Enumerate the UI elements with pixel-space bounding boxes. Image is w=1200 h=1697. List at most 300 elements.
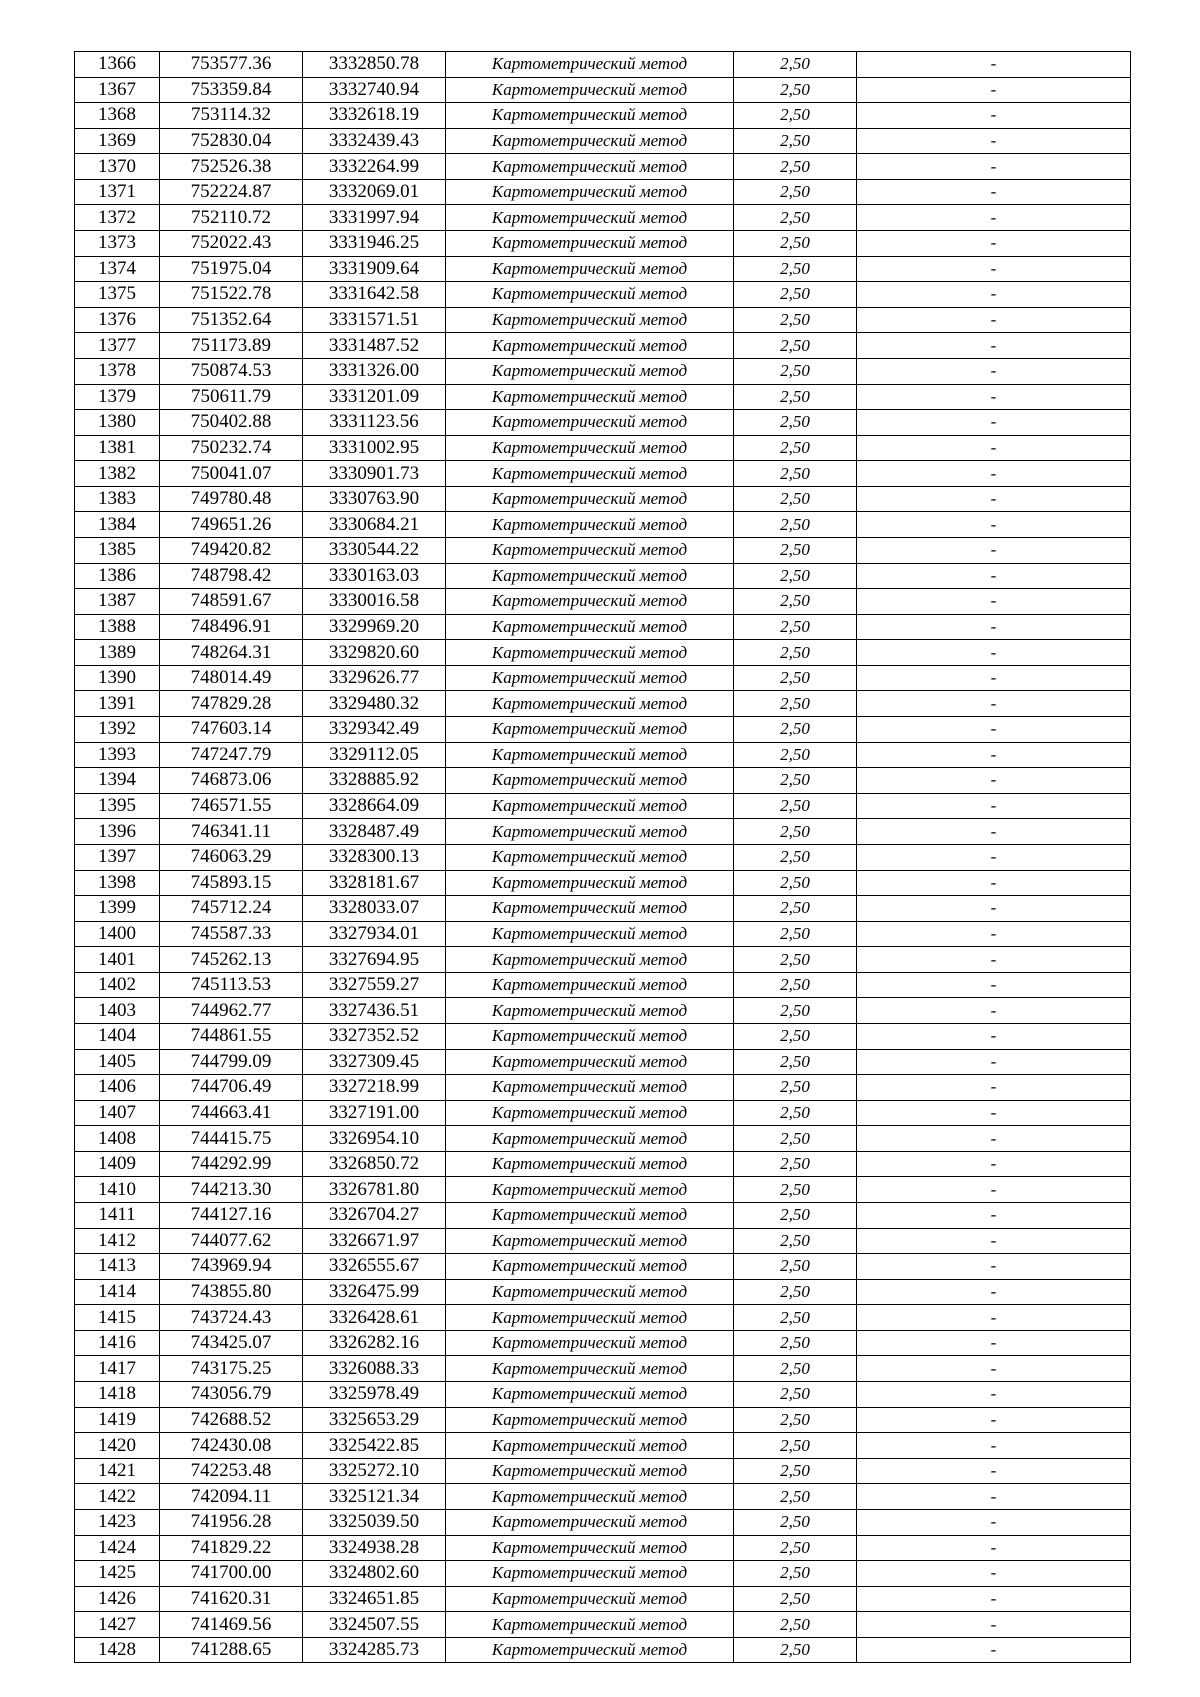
method-cell: Картометрический метод [446, 844, 734, 870]
table-row [75, 921, 1131, 947]
x-coordinate-cell: 748264.31 [160, 640, 303, 666]
table-row [75, 793, 1131, 819]
point-number-cell: 1395 [75, 793, 160, 819]
accuracy-cell: 2,50 [734, 768, 857, 794]
method-cell: Картометрический метод [446, 410, 734, 436]
x-coordinate-cell: 746341.11 [160, 819, 303, 845]
x-coordinate-cell: 742094.11 [160, 1484, 303, 1510]
method-cell: Картометрический метод [446, 1509, 734, 1535]
description-cell: - [857, 1023, 1131, 1049]
accuracy-cell: 2,50 [734, 717, 857, 743]
description-cell: - [857, 768, 1131, 794]
x-coordinate-cell: 747247.79 [160, 742, 303, 768]
y-coordinate-cell: 3329969.20 [303, 614, 446, 640]
accuracy-cell: 2,50 [734, 1535, 857, 1561]
y-coordinate-cell: 3330763.90 [303, 486, 446, 512]
x-coordinate-cell: 743056.79 [160, 1382, 303, 1408]
accuracy-cell: 2,50 [734, 870, 857, 896]
x-coordinate-cell: 752022.43 [160, 231, 303, 257]
x-coordinate-cell: 751975.04 [160, 256, 303, 282]
x-coordinate-cell: 750232.74 [160, 435, 303, 461]
method-cell: Картометрический метод [446, 1330, 734, 1356]
x-coordinate-cell: 744292.99 [160, 1151, 303, 1177]
description-cell: - [857, 844, 1131, 870]
accuracy-cell: 2,50 [734, 1305, 857, 1331]
y-coordinate-cell: 3329112.05 [303, 742, 446, 768]
accuracy-cell: 2,50 [734, 742, 857, 768]
method-cell: Картометрический метод [446, 691, 734, 717]
y-coordinate-cell: 3327934.01 [303, 921, 446, 947]
method-cell: Картометрический метод [446, 1458, 734, 1484]
y-coordinate-cell: 3332618.19 [303, 103, 446, 129]
method-cell: Картометрический метод [446, 384, 734, 410]
accuracy-cell: 2,50 [734, 512, 857, 538]
y-coordinate-cell: 3328487.49 [303, 819, 446, 845]
description-cell: - [857, 589, 1131, 615]
accuracy-cell: 2,50 [734, 231, 857, 257]
method-cell: Картометрический метод [446, 589, 734, 615]
y-coordinate-cell: 3329342.49 [303, 717, 446, 743]
x-coordinate-cell: 741288.65 [160, 1637, 303, 1663]
description-cell: - [857, 972, 1131, 998]
y-coordinate-cell: 3326555.67 [303, 1254, 446, 1280]
description-cell: - [857, 640, 1131, 666]
accuracy-cell: 2,50 [734, 896, 857, 922]
x-coordinate-cell: 748014.49 [160, 665, 303, 691]
description-cell: - [857, 614, 1131, 640]
point-number-cell: 1376 [75, 307, 160, 333]
table-row [75, 717, 1131, 743]
y-coordinate-cell: 3326781.80 [303, 1177, 446, 1203]
point-number-cell: 1393 [75, 742, 160, 768]
point-number-cell: 1408 [75, 1126, 160, 1152]
accuracy-cell: 2,50 [734, 52, 857, 78]
accuracy-cell: 2,50 [734, 179, 857, 205]
accuracy-cell: 2,50 [734, 307, 857, 333]
x-coordinate-cell: 753359.84 [160, 77, 303, 103]
description-cell: - [857, 1100, 1131, 1126]
x-coordinate-cell: 744127.16 [160, 1203, 303, 1229]
description-cell: - [857, 231, 1131, 257]
coordinates-table-body [75, 52, 1131, 1663]
method-cell: Картометрический метод [446, 1254, 734, 1280]
y-coordinate-cell: 3327191.00 [303, 1100, 446, 1126]
description-cell: - [857, 384, 1131, 410]
table-row [75, 1458, 1131, 1484]
method-cell: Картометрический метод [446, 52, 734, 78]
x-coordinate-cell: 748591.67 [160, 589, 303, 615]
table-row [75, 1151, 1131, 1177]
method-cell: Картометрический метод [446, 435, 734, 461]
x-coordinate-cell: 753577.36 [160, 52, 303, 78]
description-cell: - [857, 512, 1131, 538]
accuracy-cell: 2,50 [734, 461, 857, 487]
point-number-cell: 1427 [75, 1612, 160, 1638]
x-coordinate-cell: 748798.42 [160, 563, 303, 589]
description-cell: - [857, 717, 1131, 743]
point-number-cell: 1397 [75, 844, 160, 870]
accuracy-cell: 2,50 [734, 435, 857, 461]
y-coordinate-cell: 3325978.49 [303, 1382, 446, 1408]
x-coordinate-cell: 743969.94 [160, 1254, 303, 1280]
method-cell: Картометрический метод [446, 768, 734, 794]
accuracy-cell: 2,50 [734, 1561, 857, 1587]
table-row [75, 896, 1131, 922]
point-number-cell: 1404 [75, 1023, 160, 1049]
accuracy-cell: 2,50 [734, 384, 857, 410]
x-coordinate-cell: 745587.33 [160, 921, 303, 947]
method-cell: Картометрический метод [446, 1484, 734, 1510]
point-number-cell: 1418 [75, 1382, 160, 1408]
table-row [75, 77, 1131, 103]
method-cell: Картометрический метод [446, 1075, 734, 1101]
method-cell: Картометрический метод [446, 103, 734, 129]
table-row [75, 1100, 1131, 1126]
description-cell: - [857, 154, 1131, 180]
y-coordinate-cell: 3324938.28 [303, 1535, 446, 1561]
table-row [75, 333, 1131, 359]
method-cell: Картометрический метод [446, 179, 734, 205]
accuracy-cell: 2,50 [734, 640, 857, 666]
accuracy-cell: 2,50 [734, 1612, 857, 1638]
point-number-cell: 1374 [75, 256, 160, 282]
x-coordinate-cell: 744706.49 [160, 1075, 303, 1101]
point-number-cell: 1410 [75, 1177, 160, 1203]
y-coordinate-cell: 3332850.78 [303, 52, 446, 78]
point-number-cell: 1426 [75, 1586, 160, 1612]
point-number-cell: 1385 [75, 537, 160, 563]
point-number-cell: 1367 [75, 77, 160, 103]
method-cell: Картометрический метод [446, 358, 734, 384]
y-coordinate-cell: 3330684.21 [303, 512, 446, 538]
description-cell: - [857, 256, 1131, 282]
x-coordinate-cell: 741956.28 [160, 1509, 303, 1535]
x-coordinate-cell: 744077.62 [160, 1228, 303, 1254]
y-coordinate-cell: 3325272.10 [303, 1458, 446, 1484]
y-coordinate-cell: 3331123.56 [303, 410, 446, 436]
accuracy-cell: 2,50 [734, 947, 857, 973]
y-coordinate-cell: 3324802.60 [303, 1561, 446, 1587]
accuracy-cell: 2,50 [734, 1126, 857, 1152]
method-cell: Картометрический метод [446, 1382, 734, 1408]
method-cell: Картометрический метод [446, 461, 734, 487]
table-row [75, 1586, 1131, 1612]
accuracy-cell: 2,50 [734, 103, 857, 129]
point-number-cell: 1387 [75, 589, 160, 615]
point-number-cell: 1384 [75, 512, 160, 538]
point-number-cell: 1403 [75, 998, 160, 1024]
table-row [75, 870, 1131, 896]
point-number-cell: 1382 [75, 461, 160, 487]
point-number-cell: 1379 [75, 384, 160, 410]
accuracy-cell: 2,50 [734, 128, 857, 154]
x-coordinate-cell: 741829.22 [160, 1535, 303, 1561]
description-cell: - [857, 410, 1131, 436]
method-cell: Картометрический метод [446, 819, 734, 845]
x-coordinate-cell: 748496.91 [160, 614, 303, 640]
point-number-cell: 1390 [75, 665, 160, 691]
table-row [75, 128, 1131, 154]
accuracy-cell: 2,50 [734, 1509, 857, 1535]
y-coordinate-cell: 3324651.85 [303, 1586, 446, 1612]
method-cell: Картометрический метод [446, 1433, 734, 1459]
coordinates-table [74, 51, 1131, 1663]
y-coordinate-cell: 3332069.01 [303, 179, 446, 205]
point-number-cell: 1420 [75, 1433, 160, 1459]
table-row [75, 768, 1131, 794]
x-coordinate-cell: 749651.26 [160, 512, 303, 538]
point-number-cell: 1414 [75, 1279, 160, 1305]
point-number-cell: 1417 [75, 1356, 160, 1382]
x-coordinate-cell: 743855.80 [160, 1279, 303, 1305]
y-coordinate-cell: 3326954.10 [303, 1126, 446, 1152]
table-row [75, 1254, 1131, 1280]
description-cell: - [857, 691, 1131, 717]
table-row [75, 742, 1131, 768]
table-row [75, 1612, 1131, 1638]
y-coordinate-cell: 3327559.27 [303, 972, 446, 998]
y-coordinate-cell: 3325121.34 [303, 1484, 446, 1510]
method-cell: Картометрический метод [446, 333, 734, 359]
y-coordinate-cell: 3331997.94 [303, 205, 446, 231]
table-row [75, 1356, 1131, 1382]
point-number-cell: 1368 [75, 103, 160, 129]
point-number-cell: 1389 [75, 640, 160, 666]
y-coordinate-cell: 3330544.22 [303, 537, 446, 563]
table-row [75, 1279, 1131, 1305]
accuracy-cell: 2,50 [734, 1586, 857, 1612]
y-coordinate-cell: 3328885.92 [303, 768, 446, 794]
point-number-cell: 1394 [75, 768, 160, 794]
accuracy-cell: 2,50 [734, 410, 857, 436]
description-cell: - [857, 1177, 1131, 1203]
y-coordinate-cell: 3328033.07 [303, 896, 446, 922]
table-row [75, 844, 1131, 870]
table-row [75, 1484, 1131, 1510]
x-coordinate-cell: 746873.06 [160, 768, 303, 794]
accuracy-cell: 2,50 [734, 1407, 857, 1433]
accuracy-cell: 2,50 [734, 921, 857, 947]
table-row [75, 461, 1131, 487]
description-cell: - [857, 947, 1131, 973]
point-number-cell: 1424 [75, 1535, 160, 1561]
x-coordinate-cell: 752224.87 [160, 179, 303, 205]
table-row [75, 998, 1131, 1024]
y-coordinate-cell: 3330901.73 [303, 461, 446, 487]
method-cell: Картометрический метод [446, 282, 734, 308]
description-cell: - [857, 307, 1131, 333]
x-coordinate-cell: 745893.15 [160, 870, 303, 896]
description-cell: - [857, 1586, 1131, 1612]
accuracy-cell: 2,50 [734, 844, 857, 870]
table-row [75, 947, 1131, 973]
x-coordinate-cell: 742688.52 [160, 1407, 303, 1433]
y-coordinate-cell: 3325653.29 [303, 1407, 446, 1433]
x-coordinate-cell: 750402.88 [160, 410, 303, 436]
point-number-cell: 1413 [75, 1254, 160, 1280]
method-cell: Картометрический метод [446, 1151, 734, 1177]
table-row [75, 179, 1131, 205]
table-row [75, 231, 1131, 257]
point-number-cell: 1422 [75, 1484, 160, 1510]
accuracy-cell: 2,50 [734, 256, 857, 282]
accuracy-cell: 2,50 [734, 1484, 857, 1510]
point-number-cell: 1369 [75, 128, 160, 154]
description-cell: - [857, 128, 1131, 154]
accuracy-cell: 2,50 [734, 537, 857, 563]
point-number-cell: 1402 [75, 972, 160, 998]
point-number-cell: 1415 [75, 1305, 160, 1331]
method-cell: Картометрический метод [446, 870, 734, 896]
accuracy-cell: 2,50 [734, 819, 857, 845]
x-coordinate-cell: 743425.07 [160, 1330, 303, 1356]
description-cell: - [857, 870, 1131, 896]
y-coordinate-cell: 3332439.43 [303, 128, 446, 154]
table-row [75, 1330, 1131, 1356]
table-row [75, 665, 1131, 691]
accuracy-cell: 2,50 [734, 1203, 857, 1229]
method-cell: Картометрический метод [446, 665, 734, 691]
point-number-cell: 1411 [75, 1203, 160, 1229]
y-coordinate-cell: 3331946.25 [303, 231, 446, 257]
x-coordinate-cell: 751173.89 [160, 333, 303, 359]
point-number-cell: 1425 [75, 1561, 160, 1587]
point-number-cell: 1407 [75, 1100, 160, 1126]
y-coordinate-cell: 3327218.99 [303, 1075, 446, 1101]
description-cell: - [857, 435, 1131, 461]
table-row [75, 563, 1131, 589]
method-cell: Картометрический метод [446, 640, 734, 666]
method-cell: Картометрический метод [446, 1100, 734, 1126]
y-coordinate-cell: 3331002.95 [303, 435, 446, 461]
accuracy-cell: 2,50 [734, 358, 857, 384]
table-row [75, 52, 1131, 78]
point-number-cell: 1419 [75, 1407, 160, 1433]
description-cell: - [857, 1330, 1131, 1356]
y-coordinate-cell: 3327694.95 [303, 947, 446, 973]
table-row [75, 282, 1131, 308]
accuracy-cell: 2,50 [734, 998, 857, 1024]
table-row [75, 384, 1131, 410]
table-row [75, 819, 1131, 845]
description-cell: - [857, 1509, 1131, 1535]
point-number-cell: 1386 [75, 563, 160, 589]
y-coordinate-cell: 3329626.77 [303, 665, 446, 691]
description-cell: - [857, 1203, 1131, 1229]
point-number-cell: 1381 [75, 435, 160, 461]
table-row [75, 435, 1131, 461]
x-coordinate-cell: 744799.09 [160, 1049, 303, 1075]
y-coordinate-cell: 3331571.51 [303, 307, 446, 333]
description-cell: - [857, 1561, 1131, 1587]
table-row [75, 512, 1131, 538]
x-coordinate-cell: 743175.25 [160, 1356, 303, 1382]
x-coordinate-cell: 750874.53 [160, 358, 303, 384]
x-coordinate-cell: 753114.32 [160, 103, 303, 129]
table-row [75, 1075, 1131, 1101]
x-coordinate-cell: 744213.30 [160, 1177, 303, 1203]
y-coordinate-cell: 3328181.67 [303, 870, 446, 896]
x-coordinate-cell: 749420.82 [160, 537, 303, 563]
description-cell: - [857, 1637, 1131, 1663]
description-cell: - [857, 1228, 1131, 1254]
accuracy-cell: 2,50 [734, 1023, 857, 1049]
accuracy-cell: 2,50 [734, 1279, 857, 1305]
point-number-cell: 1398 [75, 870, 160, 896]
y-coordinate-cell: 3331326.00 [303, 358, 446, 384]
table-row [75, 205, 1131, 231]
x-coordinate-cell: 751522.78 [160, 282, 303, 308]
y-coordinate-cell: 3329480.32 [303, 691, 446, 717]
method-cell: Картометрический метод [446, 793, 734, 819]
accuracy-cell: 2,50 [734, 1100, 857, 1126]
description-cell: - [857, 179, 1131, 205]
y-coordinate-cell: 3328664.09 [303, 793, 446, 819]
x-coordinate-cell: 744861.55 [160, 1023, 303, 1049]
table-row [75, 358, 1131, 384]
description-cell: - [857, 742, 1131, 768]
x-coordinate-cell: 747829.28 [160, 691, 303, 717]
y-coordinate-cell: 3332264.99 [303, 154, 446, 180]
description-cell: - [857, 1356, 1131, 1382]
x-coordinate-cell: 746571.55 [160, 793, 303, 819]
y-coordinate-cell: 3327352.52 [303, 1023, 446, 1049]
method-cell: Картометрический метод [446, 154, 734, 180]
point-number-cell: 1383 [75, 486, 160, 512]
accuracy-cell: 2,50 [734, 563, 857, 589]
description-cell: - [857, 333, 1131, 359]
table-row [75, 1126, 1131, 1152]
description-cell: - [857, 665, 1131, 691]
table-row [75, 410, 1131, 436]
method-cell: Картометрический метод [446, 921, 734, 947]
x-coordinate-cell: 741620.31 [160, 1586, 303, 1612]
description-cell: - [857, 1254, 1131, 1280]
table-row [75, 691, 1131, 717]
table-row [75, 1305, 1131, 1331]
method-cell: Картометрический метод [446, 512, 734, 538]
x-coordinate-cell: 743724.43 [160, 1305, 303, 1331]
description-cell: - [857, 358, 1131, 384]
point-number-cell: 1400 [75, 921, 160, 947]
table-row [75, 614, 1131, 640]
description-cell: - [857, 1049, 1131, 1075]
x-coordinate-cell: 746063.29 [160, 844, 303, 870]
y-coordinate-cell: 3327436.51 [303, 998, 446, 1024]
point-number-cell: 1391 [75, 691, 160, 717]
table-row [75, 1049, 1131, 1075]
accuracy-cell: 2,50 [734, 205, 857, 231]
x-coordinate-cell: 744663.41 [160, 1100, 303, 1126]
accuracy-cell: 2,50 [734, 154, 857, 180]
point-number-cell: 1412 [75, 1228, 160, 1254]
point-number-cell: 1423 [75, 1509, 160, 1535]
method-cell: Картометрический метод [446, 1177, 734, 1203]
table-row [75, 640, 1131, 666]
point-number-cell: 1378 [75, 358, 160, 384]
point-number-cell: 1405 [75, 1049, 160, 1075]
method-cell: Картометрический метод [446, 1561, 734, 1587]
y-coordinate-cell: 3330016.58 [303, 589, 446, 615]
description-cell: - [857, 1151, 1131, 1177]
x-coordinate-cell: 744962.77 [160, 998, 303, 1024]
method-cell: Картометрический метод [446, 205, 734, 231]
x-coordinate-cell: 747603.14 [160, 717, 303, 743]
method-cell: Картометрический метод [446, 947, 734, 973]
method-cell: Картометрический метод [446, 563, 734, 589]
method-cell: Картометрический метод [446, 1228, 734, 1254]
description-cell: - [857, 282, 1131, 308]
